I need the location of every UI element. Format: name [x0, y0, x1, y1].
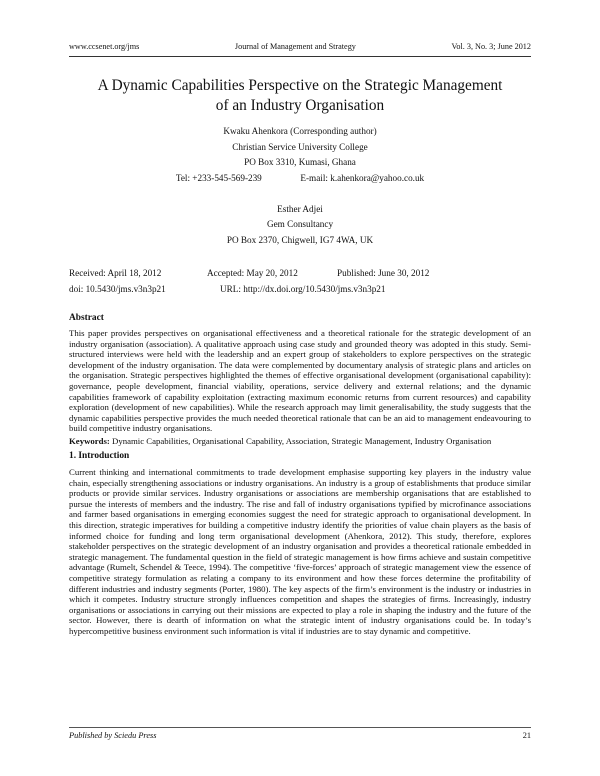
- accepted-date: Accepted: May 20, 2012: [207, 268, 298, 278]
- keywords-line: [69, 436, 531, 446]
- journal-name: Journal of Management and Strategy: [234, 42, 356, 51]
- footer-divider: [69, 727, 531, 728]
- title-line-2: of an Industry Organisation: [215, 97, 385, 114]
- keywords-label: Keywords:: [69, 436, 110, 446]
- journal-url[interactable]: www.ccsenet.org/jms: [69, 42, 140, 51]
- dates-row: [69, 265, 531, 281]
- received-date: Received: April 18, 2012: [69, 268, 162, 278]
- publisher: Published by Sciedu Press: [69, 731, 157, 740]
- abstract-heading: Abstract: [69, 313, 104, 323]
- author-1-name: Kwaku Ahenkora (Corresponding author): [223, 126, 377, 136]
- author-2-address: PO Box 2370, Chigwell, IG7 4WA, UK: [226, 234, 374, 245]
- running-footer: [69, 731, 531, 745]
- article-metadata: [69, 265, 531, 297]
- article-url[interactable]: URL: http://dx.doi.org/10.5430/jms.v3n3p21: [220, 284, 386, 294]
- volume-info: Vol. 3, No. 3; June 2012: [451, 42, 531, 51]
- published-date: Published: June 30, 2012: [337, 268, 430, 278]
- author-1-address: PO Box 3310, Kumasi, Ghana: [244, 157, 356, 167]
- identifiers-row: [69, 281, 531, 297]
- author-2-name: Esther Adjei: [277, 203, 323, 214]
- header-divider: [69, 56, 531, 57]
- author-1-tel: Tel: +233-545-569-239: [175, 172, 262, 183]
- page-number: 21: [522, 731, 531, 740]
- author-1-affiliation: Christian Service University College: [232, 141, 368, 152]
- title-line-1: A Dynamic Capabilities Perspective on the Strategic Management: [97, 77, 503, 94]
- abstract-text: This paper provides perspectives on organisational effectiveness and a theoretical rationale for the strategic development of an industry organisation (association). A qualitative approach using case study and grounded theory was adopted in this study. Semi-structured interviews were held with the leadership and an expert group of stakeholders to explore perspectives on the strategic development of the industry organisation. The data were complemented by documentary analysis of strategic plans and articles on the organisation. Strategic perspectives highlighted the themes of effective organisational development (organisational capability): governance, people development, financial viability, operations, service delivery and external relations; and the dynamic capabilities framework of capability exploitation (extracting maximum economic returns from current resources) and capability exploration (development of new capabilities). While the research approach may limit generalisability, the study suggests that the dynamic capabilities perspective provides the much needed theoretical rationale that can be an aid to management endeavouring to build competitive industry organisations.: [69, 328, 531, 434]
- introduction-heading: 1. Introduction: [69, 451, 130, 461]
- paper-title: [69, 76, 531, 116]
- doi: doi: 10.5430/jms.v3n3p21: [69, 284, 166, 294]
- keywords-list: Dynamic Capabilities, Organisational Capability, Association, Strategic Management, Industry Organisation: [109, 436, 492, 446]
- author-2-affiliation: Gem Consultancy: [266, 219, 334, 229]
- author-1-email[interactable]: E-mail: k.ahenkora@yahoo.co.uk: [300, 172, 425, 183]
- author-1-contact: [69, 171, 531, 187]
- running-header: [69, 42, 531, 56]
- introduction-text: Current thinking and international commitments to trade development emphasise supporting key players in the industry value chain, especially strengthening associations or industry organisations. An industry is a group of establishments that produce similar products or provide similar services. Industry organisations or associations are membership organisations that are established to pursue the interests of members and the industry. The rise and fall of industry organisations typified by microfinance associations and farmer based organisations in emerging economies suggest the need for strategic approach to organisational development. In this direction, strategic imperatives for building a competitive industry identify the priorities of value chain players as the basis of informed choice for funding and long term organisational development (Ahenkora, 2012). This study, therefore, explores stakeholder perspectives on the strategic development of an industry organisation and provides a theoretical rationale embedded in strategic management. The fundamental question in the field of strategic management is how firms achieve and sustain competitive advantage (Rumelt, Schendel & Teece, 1994). The competitive ‘five-forces’ approach of strategic management view the essence of competitive strategy formulation as relating a company to its environment and how these forces determine the profitability of different industries and industry segments (Porter, 1980). The key aspects of the firm’s environment is the industry or industries in which it competes. Industry structure strongly influences competition and shapes the strategies of firms. Increasingly, industry organisations or associations in carrying out their missions are expected to play a role in shaping the industry and the future of the sector. However, there is dearth of information on what the strategic intent of industry organisations could be. In today’s hypercompetitive business environment such information is vital if industries are to stay dynamic and competitive.: [69, 467, 531, 636]
- author-block: [69, 124, 531, 248]
